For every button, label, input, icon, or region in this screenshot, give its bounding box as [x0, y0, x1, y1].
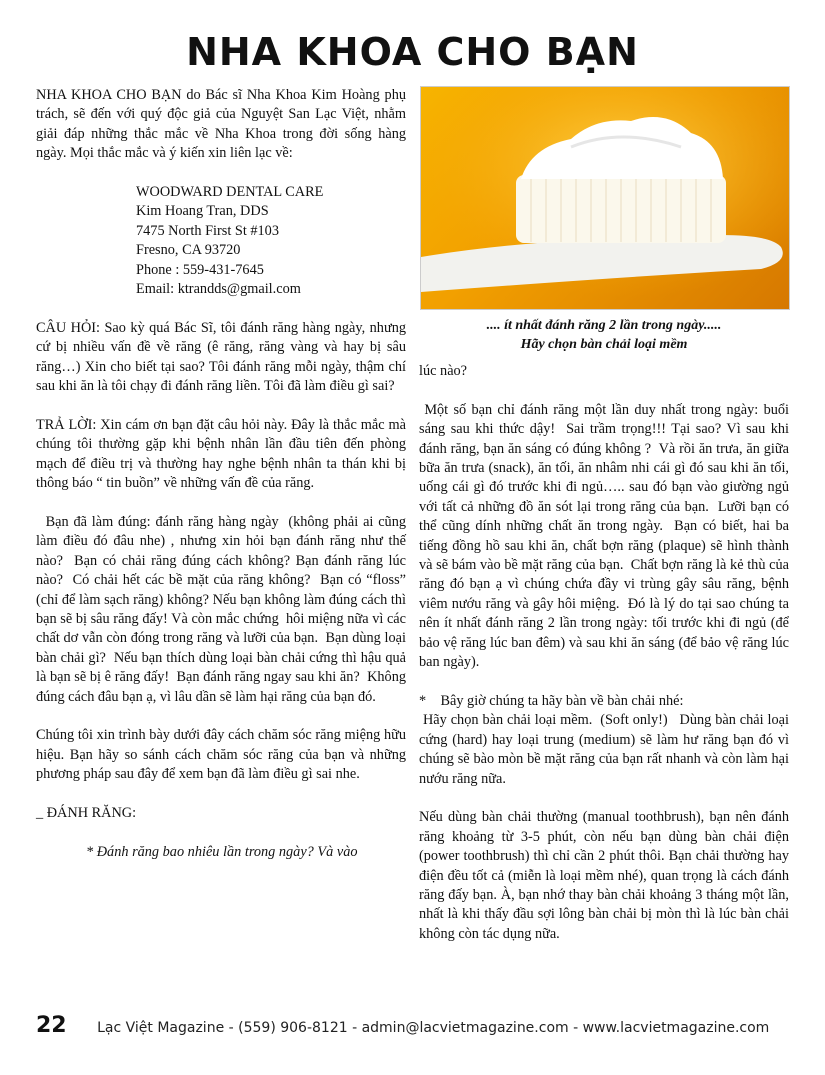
city-state-zip: Fresno, CA 93720 [136, 242, 241, 259]
doctor-name: Kim Hoang Tran, DDS [136, 203, 269, 220]
contact-address [136, 183, 406, 299]
caption-line-1: .... ít nhất đánh răng 2 lần trong ngày..... [486, 318, 722, 333]
caption-line-2: Hãy chọn bàn chải loại mềm [520, 337, 688, 352]
answer-paragraph-3: Chúng tôi xin trình bày dưới đây cách chăm sóc răng miệng hữu hiệu. Bạn hãy so sánh cách chăm sóc răng của bạn và những phương pháp sau đây để xem bạn đã làm điều gì sai nhe. [36, 727, 406, 783]
clinic-name: WOODWARD DENTAL CARE [136, 184, 324, 201]
page-number: 22 [36, 1013, 67, 1038]
toothbrush-photo [420, 86, 790, 310]
right-paragraph-0: lúc nào? [419, 363, 468, 379]
bullet-question: * Đánh răng bao nhiêu lần trong ngày? Và vào [86, 843, 358, 860]
right-column [419, 86, 793, 964]
right-paragraph-1: Một số bạn chỉ đánh răng một lần duy nhất trong ngày: buổi sáng sau khi thức dậy! Sai trầm trọng!!! Tại sao? Vì sau khi đánh răng, bạn ăn sáng có đúng không ? Và rồi ăn trưa, ăn giữa bữa ăn trưa (snack), ăn tối, ăn nhâm nhi cái gì đó sau khi ăn tối, uống cái gì đó trước khi đi ngủ….. sau đó bạn vào giường ngủ với tất cả những đồ ăn sót lại trong răng của bạn. Lưỡi bạn có thể cũng dính những chất ăn trong ngày. Bạn có biết, hai ba tiếng đồng hồ sau khi ăn, chất bợn răng (plaque) sẽ hình thành và sẽ bám vào bề mặt răng của bạn. Chất bợn răng là kẻ thù của răng đó bạn ạ vì chúng chứa đầy vi trùng gây sâu răng, bệnh viêm nướu răng và gây hôi miệng. Đó là lý do tại sao chúng ta nên ít nhất đánh răng 2 lần trong ngày: tối trước khi đi ngủ (để bảo vệ răng lúc ban đêm) và sau khi ăn sáng (để bảo vệ răng lúc ban ngày). [419, 401, 793, 671]
street-address: 7475 North First St #103 [136, 222, 279, 239]
answer-paragraph-1: TRẢ LỜI: Xin cám ơn bạn đặt câu hỏi này. Đây là thắc mắc mà chúng tôi thường gặp khi bệnh nhân lần đầu tiên đến phòng mạch để điều trị và thường hay nghe bệnh nhân ta thán khi bị thông báo “ tin buồn” về những vấn đề của răng. [36, 416, 406, 492]
page-footer [36, 1013, 796, 1038]
right-paragraph-3: Nếu dùng bàn chải thường (manual toothbrush), bạn nên đánh răng khoảng từ 3-5 phút, còn nếu bạn dùng bàn chải điện (power toothbrush) thì chỉ cần 2 phút thôi. Bạn chải thường hay điện đều tốt cả (miễn là loại mềm nhé), quan trọng là cách đánh răng đấy bạn. À, bạn nhớ thay bàn chải khoảng 3 tháng một lần, nhất là khi thấy đầu sợi lông bàn chải bị mòn thì là lúc bàn chải không còn tác dụng nữa. [419, 809, 789, 942]
intro-paragraph: NHA KHOA CHO BẠN do Bác sĩ Nha Khoa Kim Hoàng phụ trách, sẽ đến với quý độc giả của Nguyệt San Lạc Việt, nhằm giải đáp những thắc mắc về Nha Khoa trong đời sống hàng ngày. Mọi thắc mắc và ý kiến xin liên lạc về: [36, 87, 406, 162]
answer-paragraph-2: Bạn đã làm đúng: đánh răng hàng ngày (không phải ai cũng làm điều đó đâu nhe) , nhưng xin hỏi bạn đánh răng như thế nào? Bạn có chải răng đúng cách không? Bạn đánh răng lúc nào? Có chải hết các bề mặt của răng không? Bạn có “floss” (chỉ để làm sạch răng) không? Nếu bạn không làm đúng cách thì bạn sẽ bị sâu răng đấy! Và còn mắc chứng hôi miệng nữa vì các chất dơ vẫn còn đóng trong răng và lưỡi của bạn. Bạn dùng loại bàn chải gì? Nếu bạn thích dùng loại bàn chải cứng thì hậu quả là bạn sẽ bị ê răng đấy! Bạn đánh răng ngay sau khi ăn? Không đúng cách đâu bạn ạ, vì lâu dần sẽ làm hại răng của bạn đó. [36, 513, 410, 705]
phone-number: Phone : 559-431-7645 [136, 261, 264, 278]
footer-contact: Lạc Việt Magazine - (559) 906-8121 - admin@lacvietmagazine.com - www.lacvietmagazine.com [97, 1020, 770, 1036]
right-paragraph-2: * Bây giờ chúng ta hãy bàn về bàn chải nhé: Hãy chọn bàn chải loại mềm. (Soft only!) Dùng bàn chải loại cứng (hard) hay loại trung (medium) sẽ làm hư răng bạn đó vì chúng sẽ bào mòn bề mặt răng của bạn rất nhanh và còn làm hại nướu răng nữa. [419, 692, 789, 787]
photo-caption [419, 316, 789, 354]
page-title: NHA KHOA CHO BẠN [186, 30, 639, 74]
left-column [36, 86, 410, 882]
toothbrush-icon [421, 87, 789, 309]
question-paragraph: CÂU HỎI: Sao kỳ quá Bác Sĩ, tôi đánh răng hàng ngày, nhưng cứ bị nhiều vấn đề về răng (ê răng, răng vàng và hay bị sâu răng…) Xin cho biết tại sao? Tôi đánh răng mỗi ngày, thậm chí sau khi ăn là tôi chạy đi đánh răng liền. Tôi đã làm điều gì sai? [36, 319, 406, 395]
email-address: Email: ktrandds@gmail.com [136, 281, 301, 298]
section-heading: _ ĐÁNH RĂNG: [36, 804, 137, 821]
